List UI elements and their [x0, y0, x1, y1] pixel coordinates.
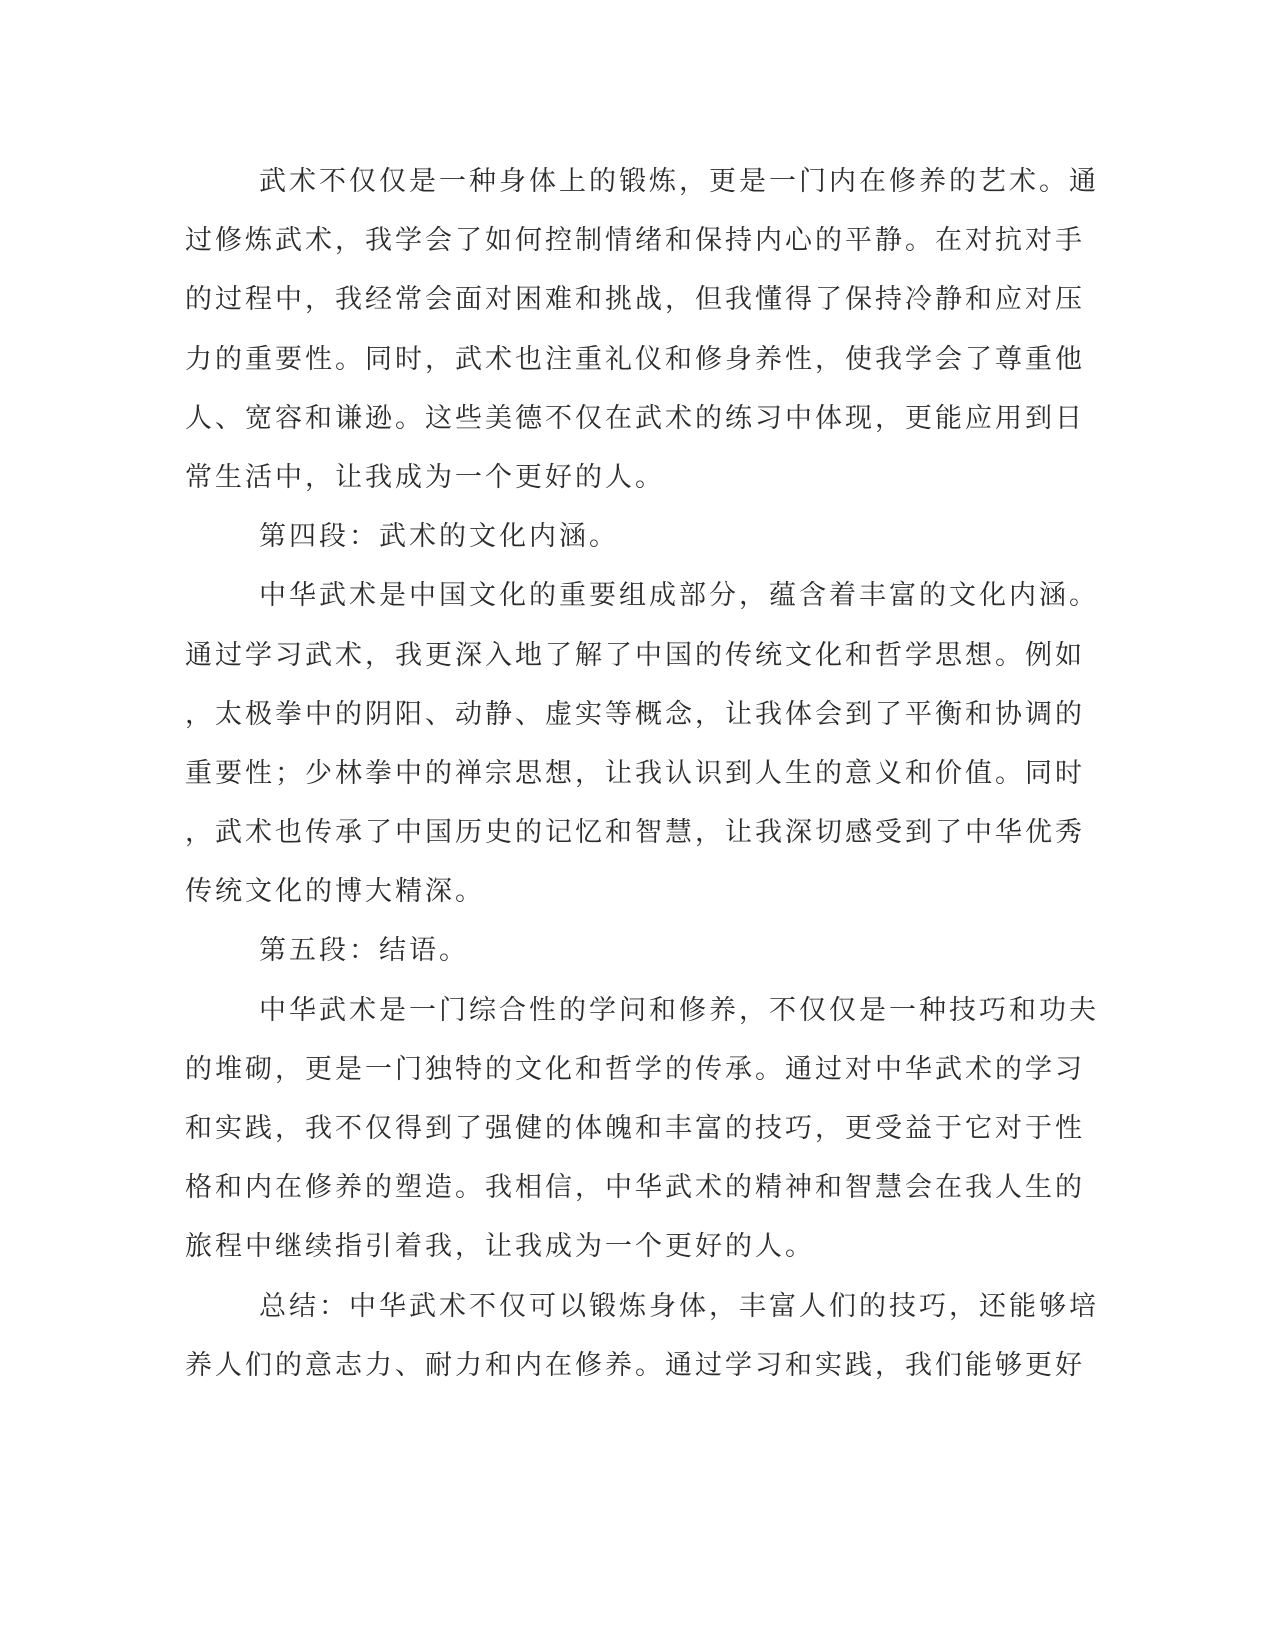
text-line: ，武术也传承了中国历史的记忆和智慧，让我深切感受到了中华优秀	[185, 817, 1085, 849]
section-heading: 第四段：武术的文化内涵。	[259, 521, 619, 553]
text-line: 的堆砌，更是一门独特的文化和哲学的传承。通过对中华武术的学习	[185, 1053, 1085, 1085]
text-line: 重要性；少林拳中的禅宗思想，让我认识到人生的意义和价值。同时	[185, 757, 1085, 789]
text-line: 旅程中继续指引着我，让我成为一个更好的人。	[185, 1231, 815, 1263]
text-line: 中华武术是一门综合性的学问和修养，不仅仅是一种技巧和功夫	[259, 994, 1099, 1026]
text-line: 中华武术是中国文化的重要组成部分，蕴含着丰富的文化内涵。	[259, 580, 1099, 612]
text-line: 力的重要性。同时，武术也注重礼仪和修身养性，使我学会了尊重他	[185, 343, 1085, 375]
text-line: 和实践，我不仅得到了强健的体魄和丰富的技巧，更受益于它对于性	[185, 1113, 1085, 1144]
text-line: 人、宽容和谦逊。这些美德不仅在武术的练习中体现，更能应用到日	[185, 402, 1085, 434]
text-line: 总结：中华武术不仅可以锻炼身体，丰富人们的技巧，还能够培	[259, 1290, 1099, 1322]
text-line: 养人们的意志力、耐力和内在修养。通过学习和实践，我们能够更好	[185, 1349, 1085, 1381]
text-line: ，太极拳中的阴阳、动静、虚实等概念，让我体会到了平衡和协调的	[185, 698, 1085, 730]
text-line: 传统文化的博大精深。	[185, 876, 485, 908]
body-text	[185, 152, 1099, 1395]
text-line: 过修炼武术，我学会了如何控制情绪和保持内心的平静。在对抗对手	[185, 225, 1085, 257]
text-line: 通过学习武术，我更深入地了解了中国的传统文化和哲学思想。例如	[185, 639, 1085, 671]
text-line: 的过程中，我经常会面对困难和挑战，但我懂得了保持冷静和应对压	[185, 284, 1085, 316]
text-line: 格和内在修养的塑造。我相信，中华武术的精神和智慧会在我人生的	[185, 1172, 1085, 1204]
section-heading: 第五段：结语。	[259, 935, 469, 967]
text-line: 常生活中，让我成为一个更好的人。	[185, 461, 665, 493]
text-line: 武术不仅仅是一种身体上的锻炼，更是一门内在修养的艺术。通	[259, 166, 1099, 197]
